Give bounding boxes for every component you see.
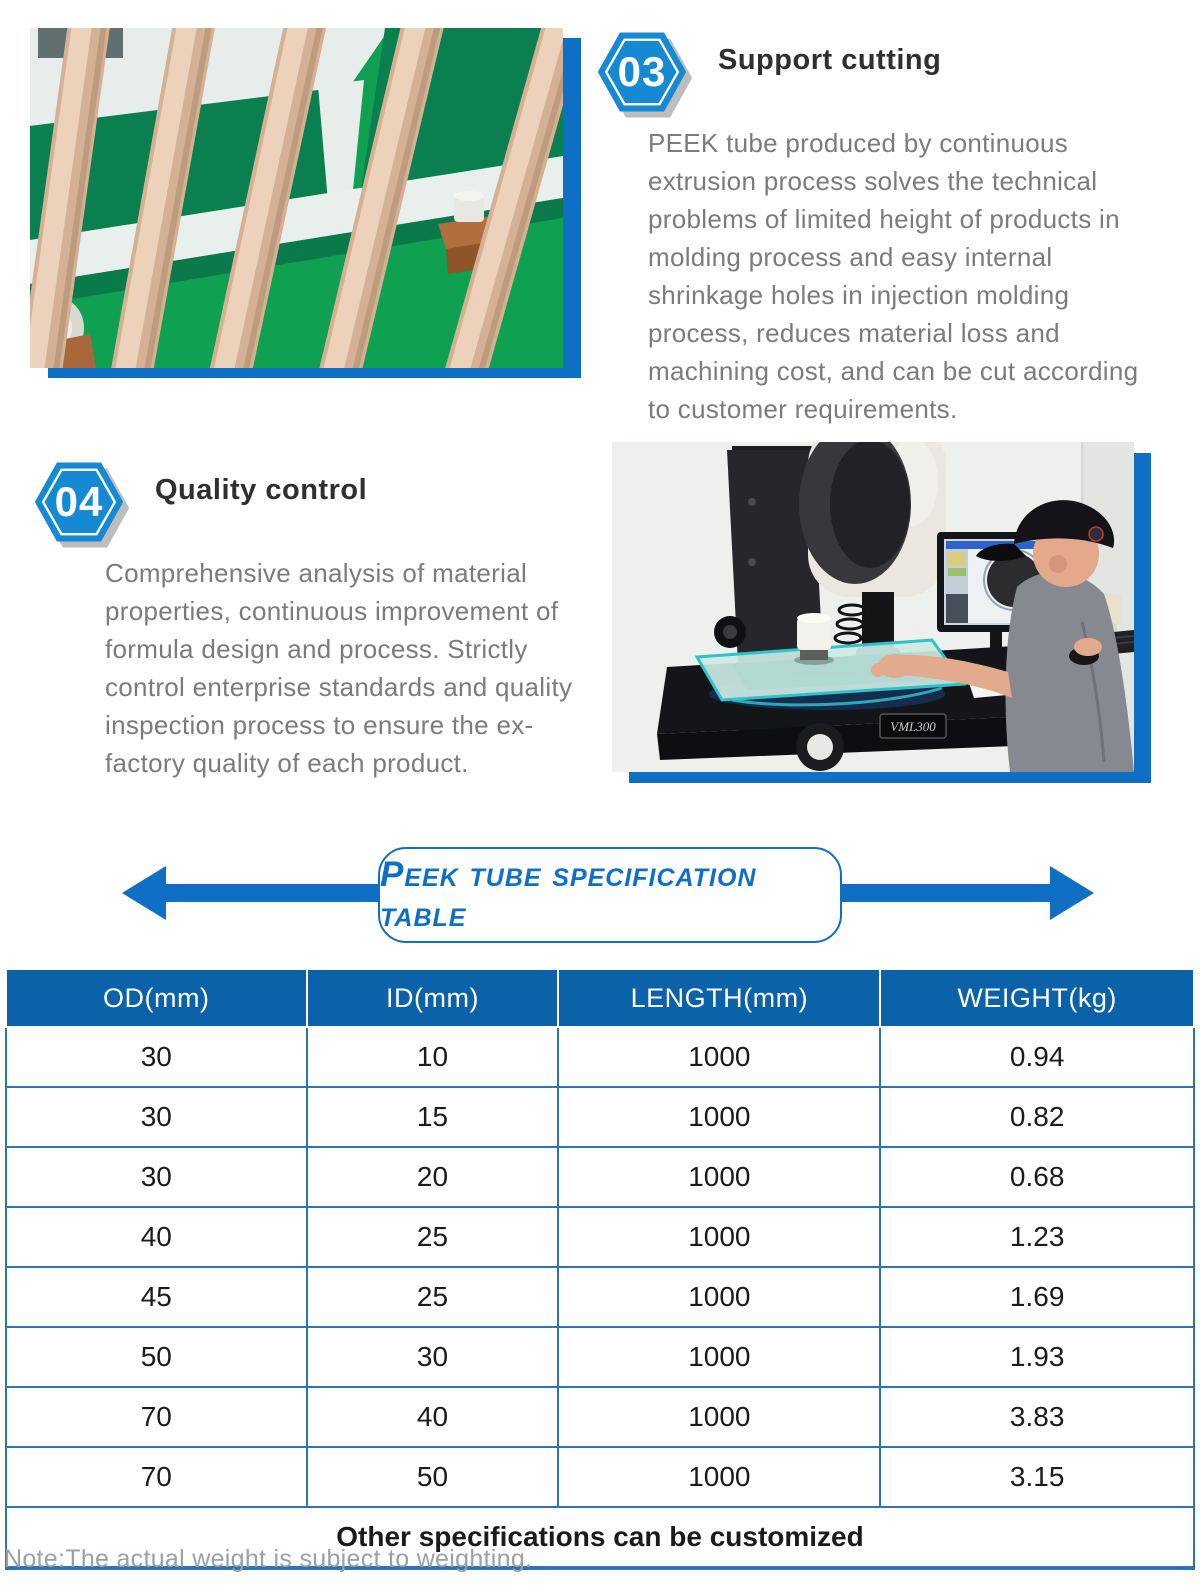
- table-cell: 1.23: [880, 1207, 1194, 1267]
- table-cell: 0.68: [880, 1147, 1194, 1207]
- table-cell: 30: [6, 1087, 307, 1147]
- column-header: WEIGHT(kg): [880, 969, 1194, 1027]
- table-cell: 1000: [558, 1027, 880, 1087]
- peek-tubes-photo: [30, 28, 563, 368]
- step-number: 03: [617, 48, 667, 95]
- spec-table-header-row: [6, 969, 1194, 1027]
- table-cell: 45: [6, 1267, 307, 1327]
- table-cell: 15: [307, 1087, 559, 1147]
- table-row: [6, 1087, 1194, 1147]
- table-cell: 25: [307, 1267, 559, 1327]
- table-cell: 3.15: [880, 1447, 1194, 1507]
- table-cell: 1.69: [880, 1267, 1194, 1327]
- table-cell: 1000: [558, 1207, 880, 1267]
- table-footer-cell: Other specifications can be customized: [6, 1507, 1194, 1568]
- table-cell: 1.93: [880, 1327, 1194, 1387]
- table-cell: 1000: [558, 1447, 880, 1507]
- peek-tubes-illustration: [30, 28, 563, 368]
- step-badge-04: [33, 456, 125, 548]
- table-cell: 0.82: [880, 1087, 1194, 1147]
- table-row: [6, 1207, 1194, 1267]
- table-cell: 1000: [558, 1327, 880, 1387]
- column-header: OD(mm): [6, 969, 307, 1027]
- table-row: [6, 1387, 1194, 1447]
- table-cell: 1000: [558, 1267, 880, 1327]
- table-cell: 1000: [558, 1087, 880, 1147]
- note-text: Note:The actual weight is subject to weighting.: [4, 1545, 533, 1573]
- table-row: [6, 1447, 1194, 1507]
- left-arrow-icon: [122, 866, 380, 920]
- right-arrow-icon: [836, 866, 1094, 920]
- table-cell: 30: [6, 1027, 307, 1087]
- quality-control-illustration: [612, 442, 1134, 772]
- spec-table-banner: [378, 847, 842, 943]
- spec-table: [5, 968, 1195, 1570]
- table-cell: 20: [307, 1147, 559, 1207]
- table-cell: 30: [6, 1147, 307, 1207]
- column-header: LENGTH(mm): [558, 969, 880, 1027]
- table-cell: 70: [6, 1447, 307, 1507]
- table-cell: 40: [6, 1207, 307, 1267]
- table-row: [6, 1027, 1194, 1087]
- table-row: [6, 1267, 1194, 1327]
- table-cell: 40: [307, 1387, 559, 1447]
- table-cell: 10: [307, 1027, 559, 1087]
- table-cell: 50: [307, 1447, 559, 1507]
- section-title-support-cutting: Support cutting: [718, 44, 942, 76]
- quality-control-photo: [612, 442, 1134, 772]
- table-cell: 50: [6, 1327, 307, 1387]
- banner-label: Peek tube specification table: [380, 855, 757, 934]
- section-title-quality-control: Quality control: [155, 474, 368, 506]
- table-cell: 1000: [558, 1387, 880, 1447]
- table-cell: 1000: [558, 1147, 880, 1207]
- step-number: 04: [54, 478, 104, 525]
- table-row: [6, 1327, 1194, 1387]
- table-cell: 3.83: [880, 1387, 1194, 1447]
- table-cell: 25: [307, 1207, 559, 1267]
- step-badge-03: [596, 26, 688, 118]
- section-body-support-cutting: PEEK tube produced by continuous extrusion process solves the technical problems of limited height of products in molding process and easy internal shrinkage holes in injection molding process, reduces material loss and machining cost, and can be cut according to customer requirements.: [648, 128, 1139, 424]
- column-header: ID(mm): [307, 969, 559, 1027]
- table-row: [6, 1147, 1194, 1207]
- table-cell: 70: [6, 1387, 307, 1447]
- table-cell: 0.94: [880, 1027, 1194, 1087]
- machine-label: VML300: [890, 719, 936, 734]
- section-body-quality-control: Comprehensive analysis of material properties, continuous improvement of formula design and process. Strictly control enterprise standards and quality inspection process to ensure the ex-factory quality of each product.: [105, 558, 573, 778]
- table-cell: 30: [307, 1327, 559, 1387]
